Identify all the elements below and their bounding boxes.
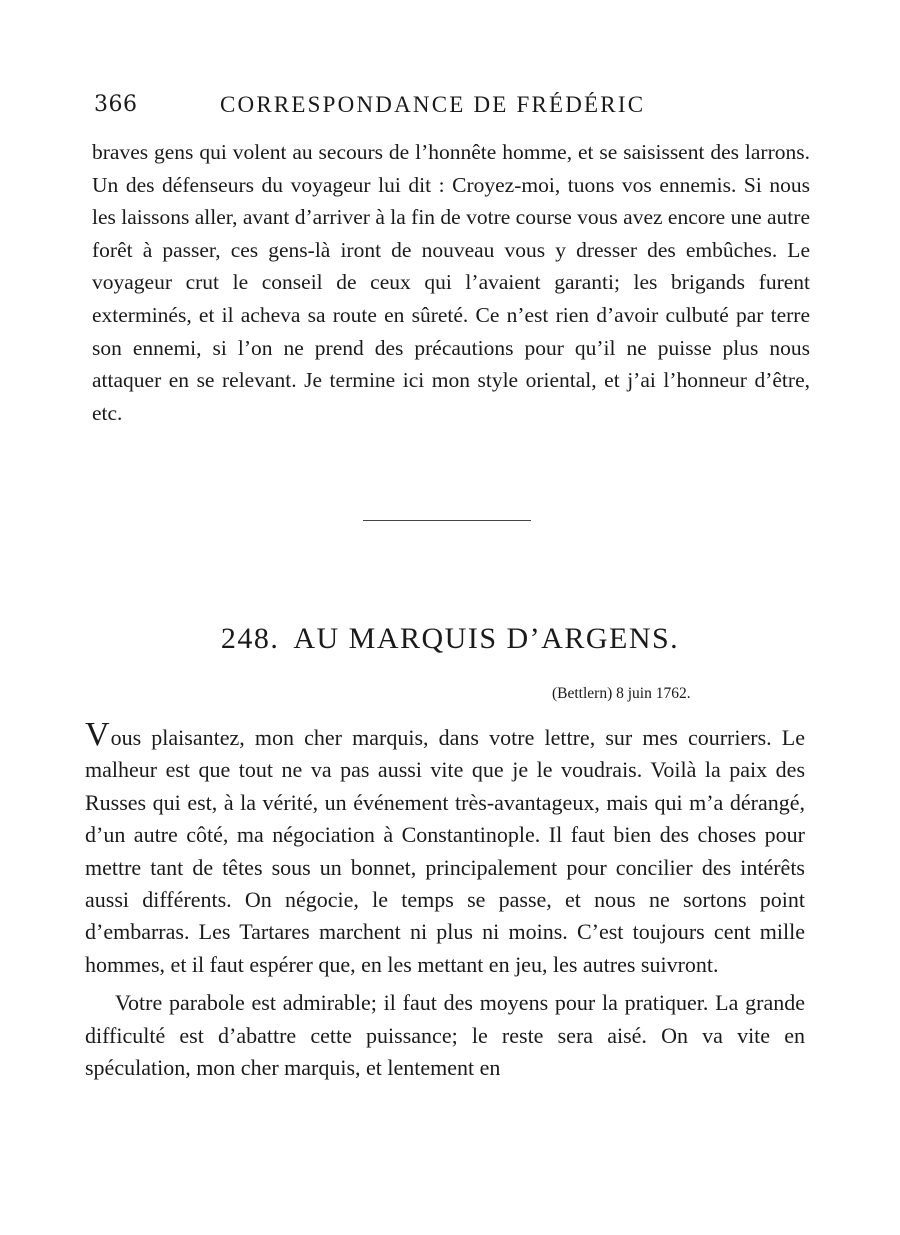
- letter-heading: [0, 622, 900, 656]
- section-divider: [363, 520, 531, 521]
- page-number: 366: [94, 92, 138, 117]
- continued-paragraph: braves gens qui volent au secours de l’honnête homme, et se saisissent des larrons. Un des défenseurs du voyageur lui dit : Croyez-moi, tuons vos ennemis. Si nous les laissons aller, avant d’arriver à la fin de votre course vous avez encore une autre forêt à passer, ces gens-là iront de nouveau vous y dresser des embûches. Le voyageur crut le conseil de ceux qui l’avaient garanti; les brigands furent exterminés, et il acheva sa route en sûreté. Ce n’est rien d’avoir culbuté par terre son ennemi, si l’on ne prend des précautions pour qu’il ne puisse plus nous attaquer en se relevant. Je termine ici mon style oriental, et j’ai l’honneur d’être, etc.: [92, 140, 810, 425]
- continued-paragraph-block: [92, 136, 810, 429]
- letter-body: [85, 716, 805, 1084]
- running-head-title: CORRESPONDANCE DE FRÉDÉRIC: [220, 92, 646, 117]
- letter-title: AU MARQUIS D’ARGENS.: [293, 622, 680, 655]
- letter-dateline: (Bettlern) 8 juin 1762.: [552, 685, 691, 702]
- letter-paragraph-1: [85, 716, 805, 981]
- letter-paragraph-1-text: ous plaisantez, mon cher marquis, dans votre lettre, sur mes courriers. Le malheur est que tout ne va pas aussi vite que je le voudrais. Voilà la paix des Russes qui est, à la vérité, un événement très-avantageux, mais qui m’a dérangé, d’un autre côté, ma négociation à Constantinople. Il faut bien des choses pour mettre tant de têtes sous un bonnet, principalement pour concilier des intérêts aussi différents. On négocie, le temps se passe, et nous ne sortons point d’embarras. Les Tartares marchent ni plus ni moins. C’est toujours cent mille hommes, et il faut espérer que, en les mettant en jeu, les autres suivront.: [85, 725, 805, 977]
- letter-number: 248.: [220, 622, 280, 655]
- letter-paragraph-2: Votre parabole est admirable; il faut des moyens pour la pratiquer. La grande difficulté est d’abattre cette puissance; le reste sera aisé. On va vite en spéculation, mon cher marquis, et lentement en: [85, 990, 805, 1081]
- drop-cap: V: [85, 716, 110, 753]
- running-head: [94, 92, 814, 126]
